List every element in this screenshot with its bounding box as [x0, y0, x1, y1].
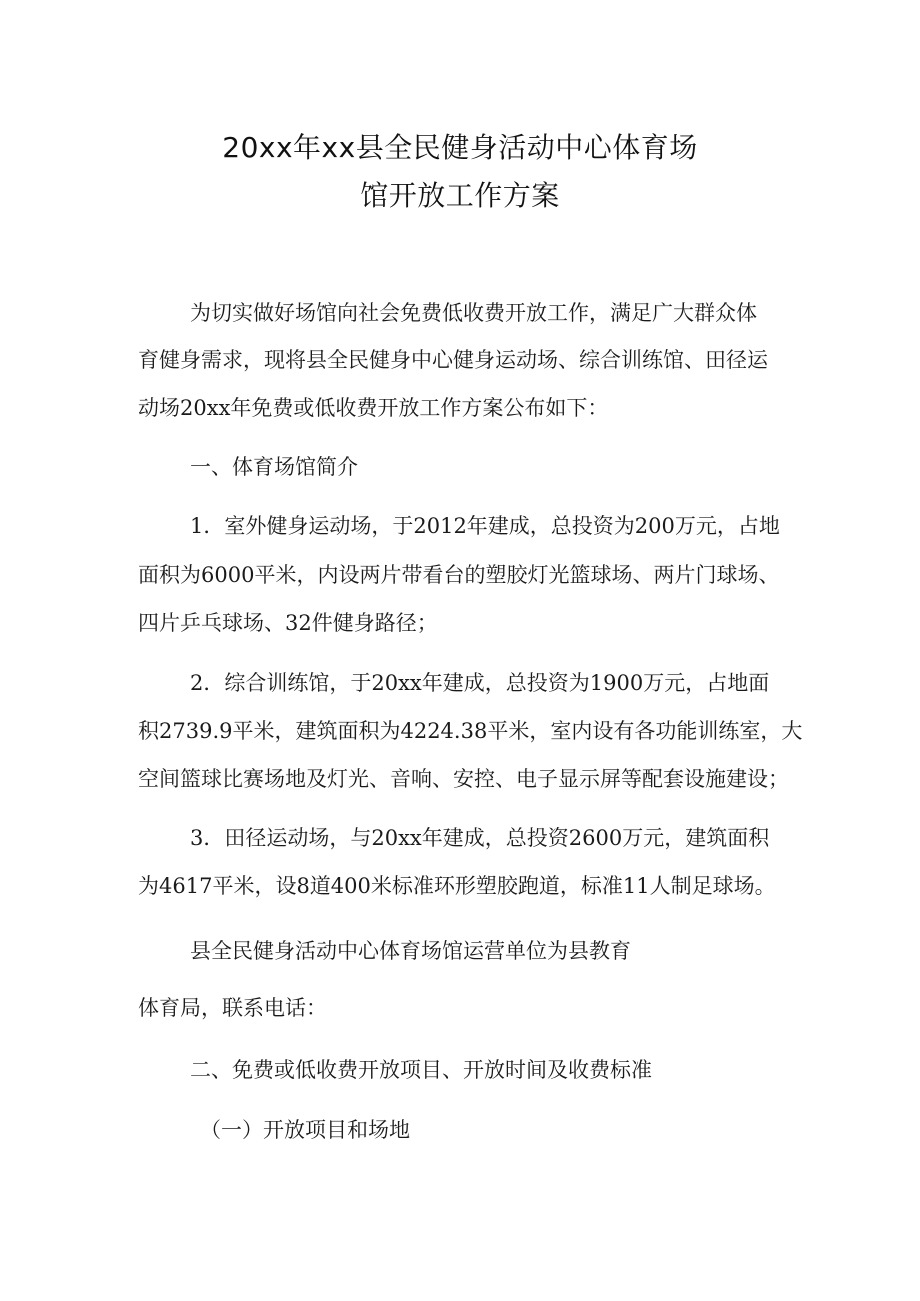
section-heading-opening: 二、免费或低收费开放项目、开放时间及收费标准 [190, 1058, 652, 1082]
venue-3-line-1: 3．田径运动场，与20xx年建成，总投资2600万元，建筑面积 [190, 826, 770, 850]
intro-paragraph-line-3: 动场20xx年免费或低收费开放工作方案公布如下： [138, 396, 609, 420]
document-title-line-2: 馆开放工作方案 [360, 179, 560, 212]
venue-2-line-1: 2．综合训练馆，于20xx年建成，总投资为1900万元，占地面 [190, 671, 770, 695]
operator-line-1: 县全民健身活动中心体育场馆运营单位为县教育 [190, 939, 631, 963]
subsection-heading-projects: （一）开放项目和场地 [200, 1118, 410, 1142]
section-heading-venues: 一、体育场馆简介 [190, 455, 358, 479]
venue-2-line-2: 积2739.9平米，建筑面积为4224.38平米，室内设有各功能训练室，大 [138, 719, 803, 743]
venue-1-line-3: 四片乒乓球场、32件健身路径； [138, 611, 438, 635]
venue-3-line-2: 为4617平米，设8道400米标准环形塑胶跑道，标准11人制足球场。 [138, 874, 776, 898]
operator-line-2: 体育局，联系电话： [138, 996, 327, 1020]
venue-2-line-3: 空间篮球比赛场地及灯光、音响、安控、电子显示屏等配套设施建设； [138, 767, 789, 791]
venue-1-line-1: 1．室外健身运动场，于2012年建成，总投资为200万元，占地 [190, 514, 780, 538]
intro-paragraph-line-1: 为切实做好场馆向社会免费低收费开放工作，满足广大群众体 [190, 301, 757, 325]
document-title-line-1: 20xx年xx县全民健身活动中心体育场 [222, 131, 698, 164]
intro-paragraph-line-2: 育健身需求，现将县全民健身中心健身运动场、综合训练馆、田径运 [138, 348, 768, 372]
venue-1-line-2: 面积为6000平米，内设两片带看台的塑胶灯光篮球场、两片门球场、 [138, 563, 780, 587]
